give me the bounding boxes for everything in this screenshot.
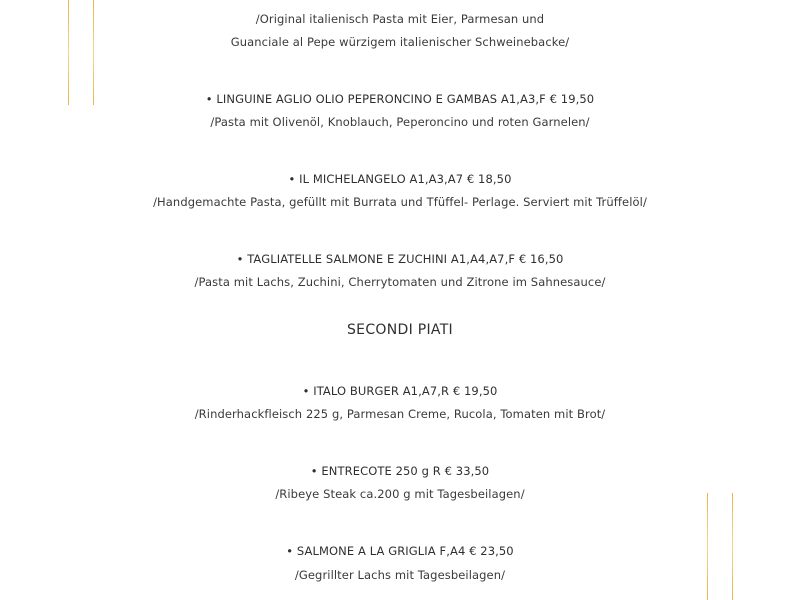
menu-item-desc: /Rinderhackfleisch 225 g, Parmesan Creme, Rucola, Tomaten mit Brot/ xyxy=(194,407,606,421)
menu-item-title: • ITALO BURGER A1,A7,R € 19,50 xyxy=(302,384,498,398)
menu-item-desc: /Pasta mit Lachs, Zuchini, Cherrytomaten und Zitrone im Sahnesauce/ xyxy=(194,275,606,289)
menu-item-title: • ENTRECOTE 250 g R € 33,50 xyxy=(310,464,490,478)
menu-item-title-cut xyxy=(0,0,800,1)
menu-item-title: • LINGUINE AGLIO OLIO PEPERONCINO E GAMBAS A1,A3,F € 19,50 xyxy=(205,92,595,106)
menu-item-desc: Guanciale al Pepe würzigem italienischer Schweinebacke/ xyxy=(230,35,570,49)
menu-item-desc: /Pasta mit Olivenöl, Knoblauch, Peperoncino und roten Garnelen/ xyxy=(210,115,590,129)
menu-item-desc: /Gegrillter Lachs mit Tagesbeilagen/ xyxy=(294,568,506,582)
menu-item-title: • SALMONE A LA GRIGLIA F,A4 € 23,50 xyxy=(286,544,514,558)
section-heading-secondi: SECONDI PIATI xyxy=(346,322,453,338)
menu-item-desc: /Ribeye Steak ca.200 g mit Tagesbeilagen/ xyxy=(275,487,525,501)
menu-item-desc: /Original italienisch Pasta mit Eier, Parmesan und xyxy=(255,12,545,26)
menu-item-title: • TAGLIATELLE SALMONE E ZUCHINI A1,A4,A7,F € 16,50 xyxy=(236,252,564,266)
menu-item-desc: /Handgemachte Pasta, gefüllt mit Burrata und Tfüffel- Perlage. Serviert mit Trüffelöl/ xyxy=(153,195,647,209)
menu-item-title: • IL MICHELANGELO A1,A3,A7 € 18,50 xyxy=(288,172,512,186)
